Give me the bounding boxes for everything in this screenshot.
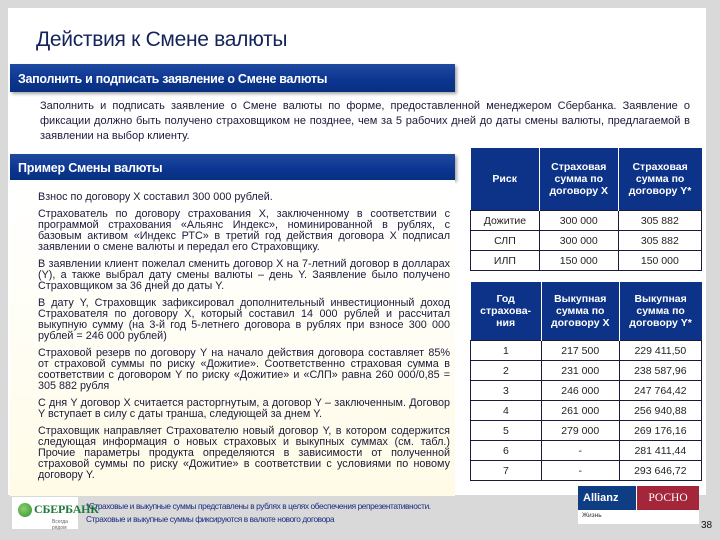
column-header: Риск [471,148,540,211]
slide [8,8,706,495]
table-header-row [471,148,702,211]
table-cell: 305 882 [618,231,701,251]
sberbank-logo [12,497,99,531]
table-cell: 1 [471,341,542,361]
sberbank-wordmark: СБЕРБАНК [34,502,99,516]
table-cell: 281 411,44 [619,441,701,461]
example-paragraph: В дату Y, Страховщик зафиксировал дополнительный инвестиционный доход Страхователя по договору Х, который составил 14 000 рублей и рассчитал выкупную сумму (на 3-й год 5-летнего договора в рублях при взносе 300 000 рублей = 246 000 рублей) [38,297,450,342]
rosno-wordmark: РОСНО [637,486,699,510]
surrender-values-table [470,282,702,481]
column-header: Выкупная сумма по договору Y* [619,282,701,341]
table-row [471,401,702,421]
table-row [471,231,702,251]
table-cell: - [541,461,619,481]
table-cell: 4 [471,401,542,421]
table-cell: 261 000 [541,401,619,421]
column-header: Страховая сумма по договору Y* [618,148,701,211]
sberbank-mark-icon [18,503,32,517]
example-paragraph: Страхователь по договору страхования Х, заключенному в соответствии с программой страхования «Альянс Индекс», номинированной в рублях, с базовым активом «Индекс РТС» в третий год действия договора Х подписал заявлении о смене валюты и передал его Страховщику. [38,208,450,253]
table-cell: СЛП [471,231,540,251]
page-title: Действия к Смене валюты [36,28,288,51]
table-cell: 300 000 [539,211,618,231]
column-header: Год страхова-ния [471,282,542,341]
table-cell: 3 [471,381,542,401]
table-row [471,381,702,401]
example-text-block [10,180,455,496]
life-label: Жизнь [582,512,602,519]
example-paragraph: Взнос по договору Х составил 300 000 рублей. [38,191,273,203]
table-row [471,461,702,481]
table-cell: 150 000 [539,251,618,271]
table-cell: 256 940,88 [619,401,701,421]
table-row [471,421,702,441]
table-header-row [471,282,702,341]
footnote-line: *Страховые и выкупные суммы представлены в рублях в целях обеспечения репрезентативности. [86,501,431,511]
section-header-fill-application: Заполнить и подписать заявление о Смене валюты [10,64,455,92]
example-paragraph: Страховщик направляет Страхователю новый договор Y, в котором содержится следующая информация о новых страховых и выкупных суммах (см. табл.) Прочие параметры продукта определяются в зависимости от полученной страховой суммы по риску «Дожитие» в соответствии с условиями по новому договору Y. [38,425,450,481]
example-paragraph: Страховой резерв по договору Y на начало действия договора составляет 85% от страховой суммы по риску «Дожитие». Соответственно страховая сумма в соответствии с договором Y по риску «Дожитие» и «СЛП» равна 260 000/0,85 = 305 882 рубля [38,347,450,392]
column-header: Страховая сумма по договору Х [539,148,618,211]
table-row [471,361,702,381]
sberbank-tagline: Всегда рядом [52,519,68,531]
section-header-example: Пример Смены валюты [10,154,455,180]
table-cell: 5 [471,421,542,441]
table-cell: 2 [471,361,542,381]
table-cell: 229 411,50 [619,341,701,361]
table-cell: ИЛП [471,251,540,271]
table-cell: 7 [471,461,542,481]
insured-sums-table [470,148,702,271]
table-row [471,251,702,271]
table-cell: Дожитие [471,211,540,231]
table-row [471,441,702,461]
table-cell: 279 000 [541,421,619,441]
page-number: 38 [701,520,713,531]
table-cell: 269 176,16 [619,421,701,441]
table-cell: 231 000 [541,361,619,381]
example-paragraph: В заявлении клиент пожелал сменить договор Х на 7-летний договор в долларах (Y), а также выбрал дату смены валюты – день Y. Заявление было получено Страховщиком за 36 дней до даты Y. [38,258,450,292]
table-cell: 247 764,42 [619,381,701,401]
table-row [471,211,702,231]
section-text-fill-application: Заполнить и подписать заявление о Смене валюты по форме, предоставленной менеджером Сбербанка. Заявление о фиксации должно быть получено страховщиком не позднее, чем за 5 рабочих дней до даты смены валюты, предлагаемой в заявлении на выбор клиенту. [40,100,690,142]
footnote-line: Страховые и выкупные суммы фиксируются в валюте нового договора [86,514,335,524]
table-cell: 293 646,72 [619,461,701,481]
allianz-wordmark: Allianz [578,486,636,510]
table-cell: 305 882 [618,211,701,231]
column-header: Выкупная сумма по договору Х [541,282,619,341]
table-cell: 238 587,96 [619,361,701,381]
footnote [86,500,431,526]
table-cell: 300 000 [539,231,618,251]
table-cell: 150 000 [618,251,701,271]
example-paragraph: С дня Y договор Х считается расторгнутым, а договор Y – заключенным. Договор Y вступает в силу с даты транша, следующей за днем Y. [38,397,450,420]
allianz-rosno-logo [578,486,699,524]
table-cell: - [541,441,619,461]
table-cell: 6 [471,441,542,461]
table-cell: 217 500 [541,341,619,361]
table-cell: 246 000 [541,381,619,401]
table-row [471,341,702,361]
